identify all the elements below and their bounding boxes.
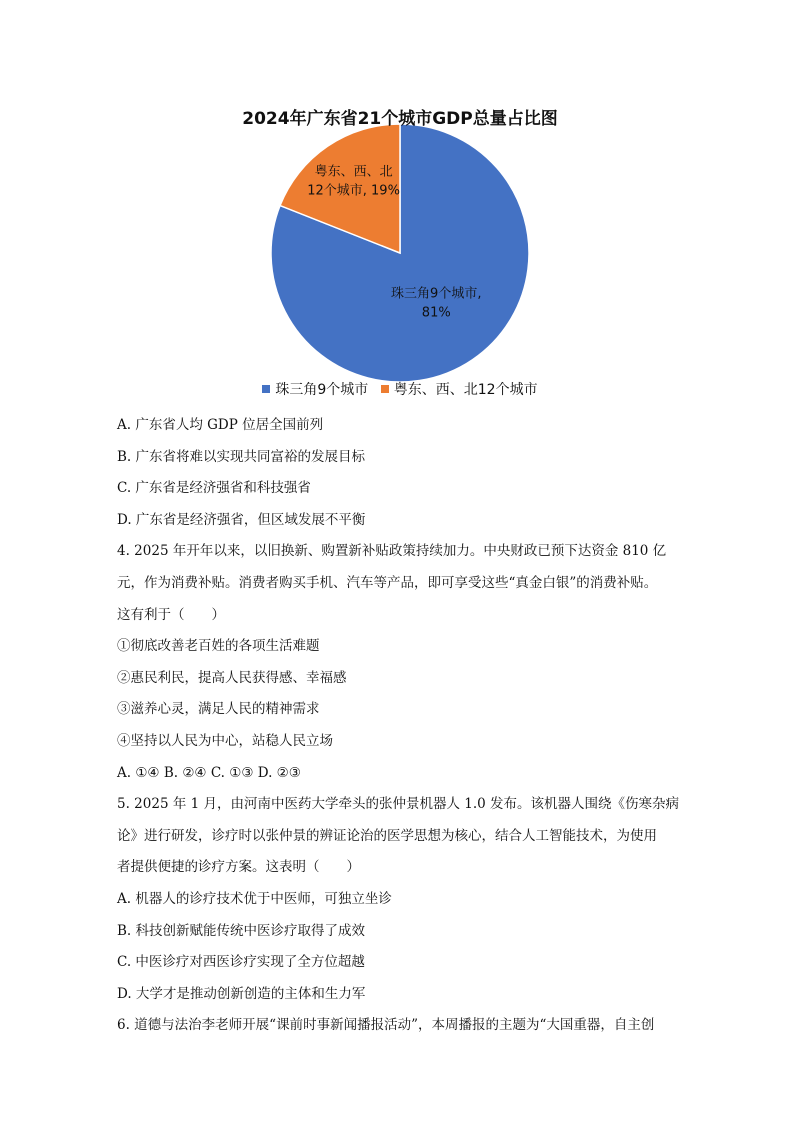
option-line: D. 大学才是推动创新创造的主体和生力军 <box>117 985 366 1002</box>
legend-item-other-regions <box>381 379 538 399</box>
question-line: 6. 道德与法治李老师开展“课前时事新闻播报活动”，本周播报的主题为“大国重器，自主创 <box>117 1017 655 1034</box>
question-line: 4. 2025 年开年以来，以旧换新、购置新补贴政策持续加力。中央财政已预下达资金 810 亿 <box>117 543 667 560</box>
option-line: A. 机器人的诊疗技术优于中医师，可独立坐诊 <box>117 890 392 907</box>
chart-legend <box>200 379 600 399</box>
question-line: 5. 2025 年 1 月，由河南中医药大学牵头的张仲景机器人 1.0 发布。该机器人围绕《伤寒杂病 <box>117 796 680 813</box>
option-line: B. 科技创新赋能传统中医诊疗取得了成效 <box>117 922 366 939</box>
pie-chart-svg <box>200 96 600 406</box>
legend-swatch-blue <box>262 385 270 393</box>
pie-chart <box>200 96 600 406</box>
question-line: 元，作为消费补贴。消费者购买手机、汽车等产品，即可享受这些“真金白银”的消费补贴。 <box>117 574 658 591</box>
statement-line: ④坚持以人民为中心，站稳人民立场 <box>117 732 333 749</box>
option-line: A. 广东省人均 GDP 位居全国前列 <box>117 417 324 433</box>
statement-line: ②惠民利民，提高人民获得感、幸福感 <box>117 669 347 686</box>
legend-label: 珠三角9个城市 <box>275 382 369 398</box>
question-line: 这有利于（ ） <box>117 606 225 623</box>
option-line: D. 广东省是经济强省，但区域发展不平衡 <box>117 511 366 528</box>
slice-label-1: 粤东、西、北 12个城市, 19% <box>307 164 400 199</box>
option-line: A. ①④ B. ②④ C. ①③ D. ②③ <box>117 764 301 781</box>
statement-line: ①彻底改善老百姓的各项生活难题 <box>117 638 320 655</box>
legend-swatch-orange <box>381 385 389 393</box>
question-line: 论》进行研发，诊疗时以张仲景的辨证论治的医学思想为核心，结合人工智能技术，为使用 <box>117 827 657 844</box>
question-line: 者提供便捷的诊疗方案。这表明（ ） <box>117 859 360 876</box>
document-body <box>117 410 707 1042</box>
option-line: C. 广东省是经济强省和科技强省 <box>117 480 311 497</box>
legend-item-pearl-river-delta <box>262 379 368 399</box>
option-line: C. 中医诊疗对西医诊疗实现了全方位超越 <box>117 954 365 971</box>
option-line: B. 广东省将难以实现共同富裕的发展目标 <box>117 448 366 465</box>
slice-label-0: 珠三角9个城市, 81% <box>391 286 482 321</box>
legend-label: 粤东、西、北12个城市 <box>393 382 538 398</box>
statement-line: ③滋养心灵，满足人民的精神需求 <box>117 701 320 718</box>
chart-title: 2024年广东省21个城市GDP总量占比图 <box>242 109 558 129</box>
